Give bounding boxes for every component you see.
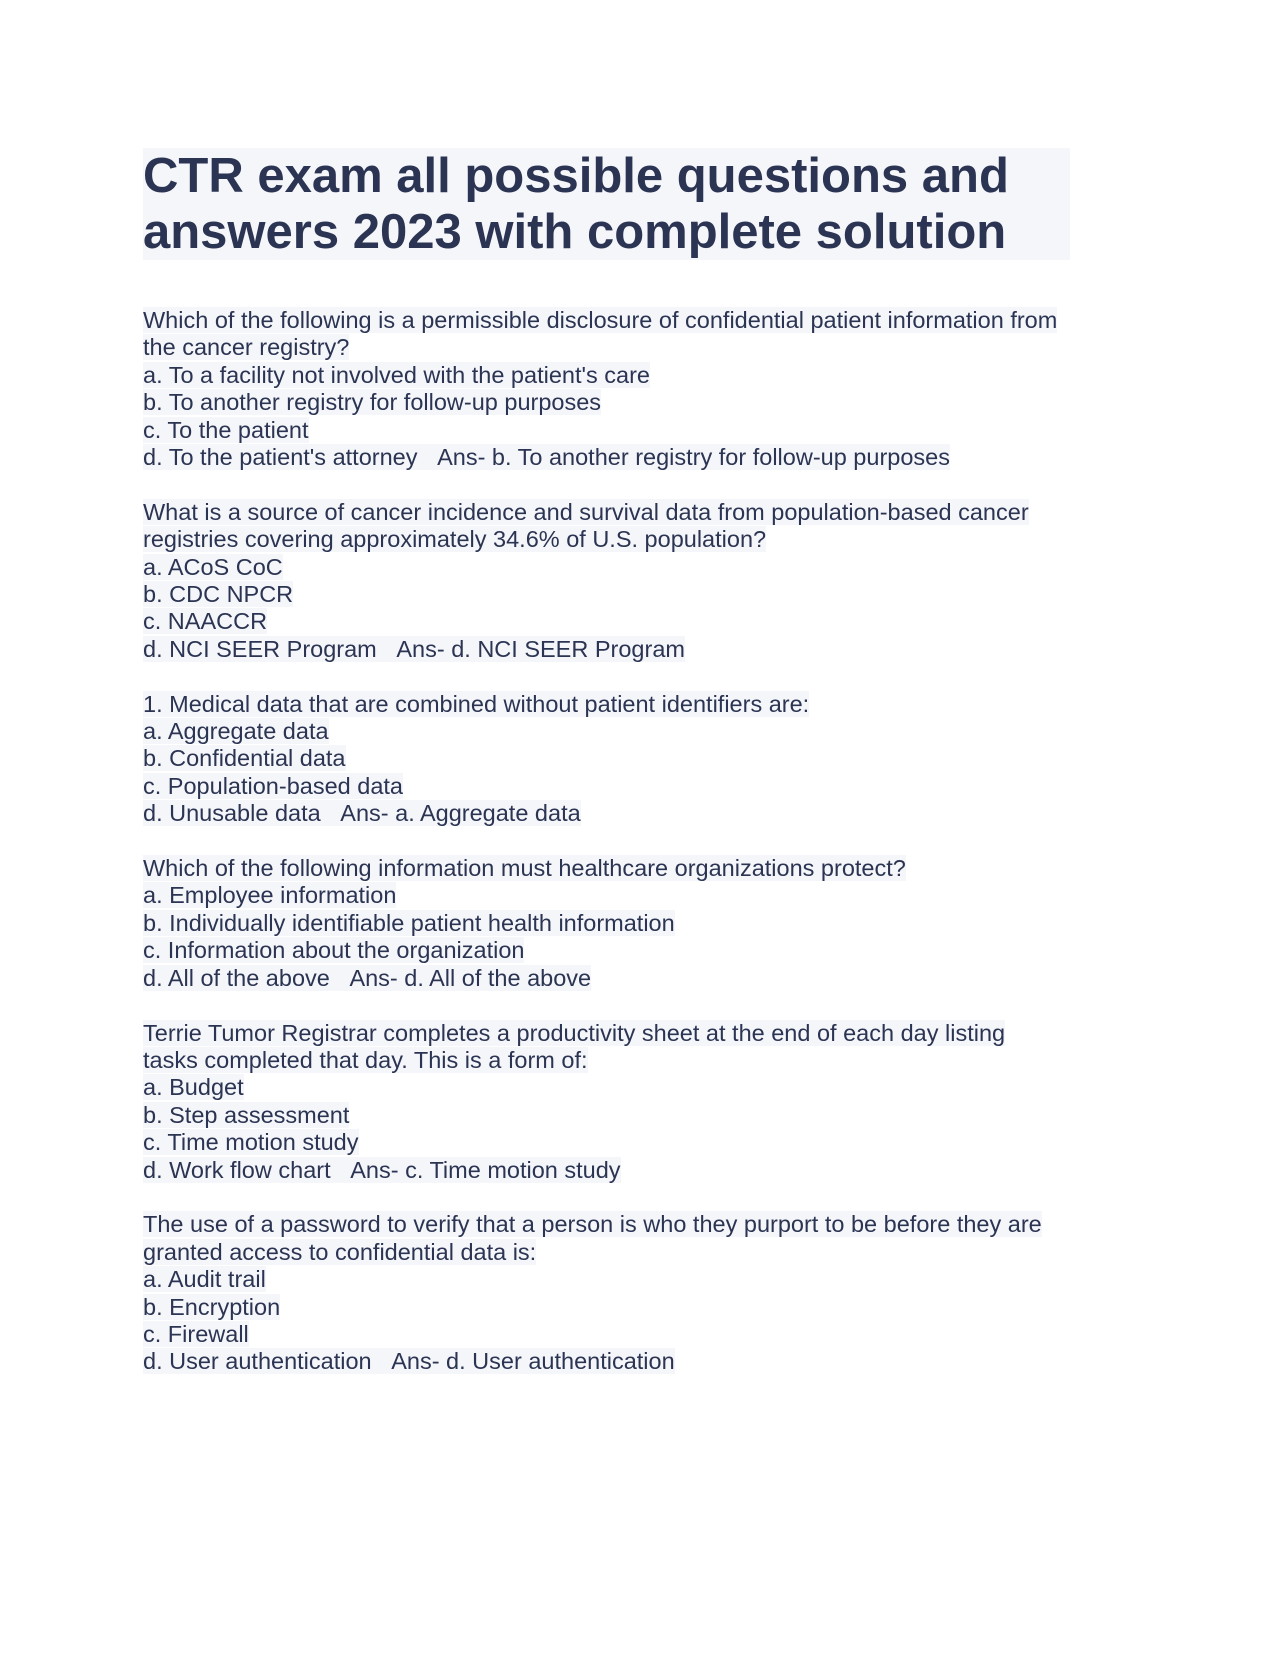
answer-option bbox=[143, 444, 1083, 471]
option-text bbox=[143, 773, 403, 799]
correct-answer: Ans- c. Time motion study bbox=[350, 1156, 621, 1183]
question-block bbox=[143, 855, 1083, 992]
answer-option bbox=[143, 1129, 1083, 1156]
option-text bbox=[143, 1321, 249, 1347]
option-text bbox=[143, 636, 685, 662]
answer-option bbox=[143, 1074, 1083, 1101]
answer-option bbox=[143, 389, 1083, 416]
question-text bbox=[143, 499, 1083, 526]
option-text bbox=[143, 965, 591, 991]
question-block bbox=[143, 1020, 1083, 1184]
question-text bbox=[143, 1239, 1083, 1266]
question-text bbox=[143, 1211, 1083, 1238]
option-label: d. Unusable data bbox=[143, 800, 321, 827]
option-label: d. NCI SEER Program bbox=[143, 635, 377, 662]
answer-option bbox=[143, 882, 1083, 909]
answer-option bbox=[143, 773, 1083, 800]
option-text bbox=[143, 1266, 266, 1292]
option-label: b. To another registry for follow-up purposes bbox=[143, 389, 602, 416]
option-label: b. Encryption bbox=[143, 1293, 281, 1320]
option-label: c. Firewall bbox=[143, 1320, 249, 1347]
option-label: c. To the patient bbox=[143, 416, 309, 443]
question-block bbox=[143, 499, 1083, 663]
answer-option bbox=[143, 362, 1083, 389]
answer-option bbox=[143, 800, 1083, 827]
option-text bbox=[143, 1102, 349, 1128]
option-label: d. To the patient's attorney bbox=[143, 444, 418, 471]
option-text bbox=[143, 910, 675, 936]
option-label: c. NAACCR bbox=[143, 608, 268, 635]
answer-option bbox=[143, 1348, 1083, 1375]
answer-option bbox=[143, 1102, 1083, 1129]
answer-option bbox=[143, 965, 1083, 992]
correct-answer: Ans- d. NCI SEER Program bbox=[396, 635, 685, 662]
option-label: a. ACoS CoC bbox=[143, 553, 283, 580]
answer-option bbox=[143, 608, 1083, 635]
option-text bbox=[143, 745, 346, 771]
option-text bbox=[143, 718, 329, 744]
option-text bbox=[143, 417, 309, 443]
question-line: granted access to confidential data is: bbox=[143, 1238, 537, 1265]
option-text bbox=[143, 554, 283, 580]
question-line: The use of a password to verify that a person is who they purport to be before they are bbox=[143, 1211, 1042, 1238]
option-text bbox=[143, 581, 293, 607]
option-text bbox=[143, 882, 396, 908]
question-line: tasks completed that day. This is a form of: bbox=[143, 1046, 588, 1073]
question-text bbox=[143, 1047, 1083, 1074]
question-text bbox=[143, 855, 1083, 882]
answer-option bbox=[143, 745, 1083, 772]
question-line: Which of the following is a permissible disclosure of confidential patient information from bbox=[143, 307, 1058, 333]
answer-option bbox=[143, 1266, 1083, 1293]
question-line: Terrie Tumor Registrar completes a productivity sheet at the end of each day listing bbox=[143, 1019, 1006, 1046]
answer-option bbox=[143, 581, 1083, 608]
question-text bbox=[143, 307, 1083, 334]
answer-option bbox=[143, 718, 1083, 745]
question-text bbox=[143, 1020, 1083, 1047]
question-block bbox=[143, 691, 1083, 828]
option-label: c. Population-based data bbox=[143, 772, 403, 799]
question-line: registries covering approximately 34.6% of U.S. population? bbox=[143, 526, 767, 553]
option-label: b. Step assessment bbox=[143, 1101, 350, 1128]
answer-option bbox=[143, 1321, 1083, 1348]
question-text bbox=[143, 334, 1083, 361]
document-title: CTR exam all possible questions and answers 2023 with complete solution bbox=[143, 148, 1070, 260]
answer-option bbox=[143, 910, 1083, 937]
qa-list bbox=[143, 307, 1083, 1403]
option-label: c. Information about the organization bbox=[143, 937, 525, 964]
question-line: Which of the following information must healthcare organizations protect? bbox=[143, 855, 906, 882]
option-label: d. User authentication bbox=[143, 1348, 372, 1375]
correct-answer: Ans- d. User authentication bbox=[391, 1348, 675, 1375]
option-text bbox=[143, 389, 601, 415]
option-label: b. CDC NPCR bbox=[143, 581, 294, 608]
option-text bbox=[143, 1348, 675, 1374]
option-label: a. Audit trail bbox=[143, 1266, 266, 1293]
option-text bbox=[143, 608, 267, 634]
option-label: b. Confidential data bbox=[143, 745, 346, 772]
answer-option bbox=[143, 417, 1083, 444]
option-text bbox=[143, 1294, 280, 1320]
answer-option bbox=[143, 937, 1083, 964]
question-block bbox=[143, 307, 1083, 471]
option-text bbox=[143, 800, 581, 826]
option-label: a. Aggregate data bbox=[143, 718, 329, 745]
question-block bbox=[143, 1211, 1083, 1375]
answer-option bbox=[143, 554, 1083, 581]
option-text bbox=[143, 444, 950, 470]
question-text bbox=[143, 691, 1083, 718]
option-label: d. All of the above bbox=[143, 964, 330, 991]
option-text bbox=[143, 937, 524, 963]
answer-option bbox=[143, 636, 1083, 663]
option-text bbox=[143, 1157, 621, 1183]
option-text bbox=[143, 362, 650, 388]
answer-option bbox=[143, 1294, 1083, 1321]
option-label: d. Work flow chart bbox=[143, 1156, 331, 1183]
correct-answer: Ans- d. All of the above bbox=[349, 964, 592, 991]
option-label: a. Budget bbox=[143, 1074, 244, 1101]
option-label: a. Employee information bbox=[143, 882, 397, 909]
correct-answer: Ans- b. To another registry for follow-up purposes bbox=[437, 444, 950, 471]
correct-answer: Ans- a. Aggregate data bbox=[340, 800, 581, 827]
question-line: 1. Medical data that are combined without patient identifiers are: bbox=[143, 690, 810, 717]
option-text bbox=[143, 1129, 359, 1155]
option-label: c. Time motion study bbox=[143, 1129, 359, 1156]
question-line: What is a source of cancer incidence and survival data from population-based cancer bbox=[143, 498, 1029, 525]
question-text bbox=[143, 526, 1083, 553]
answer-option bbox=[143, 1157, 1083, 1184]
option-label: a. To a facility not involved with the patient's care bbox=[143, 361, 650, 388]
option-label: b. Individually identifiable patient health information bbox=[143, 909, 675, 936]
question-line: the cancer registry? bbox=[143, 334, 350, 361]
option-text bbox=[143, 1074, 244, 1100]
